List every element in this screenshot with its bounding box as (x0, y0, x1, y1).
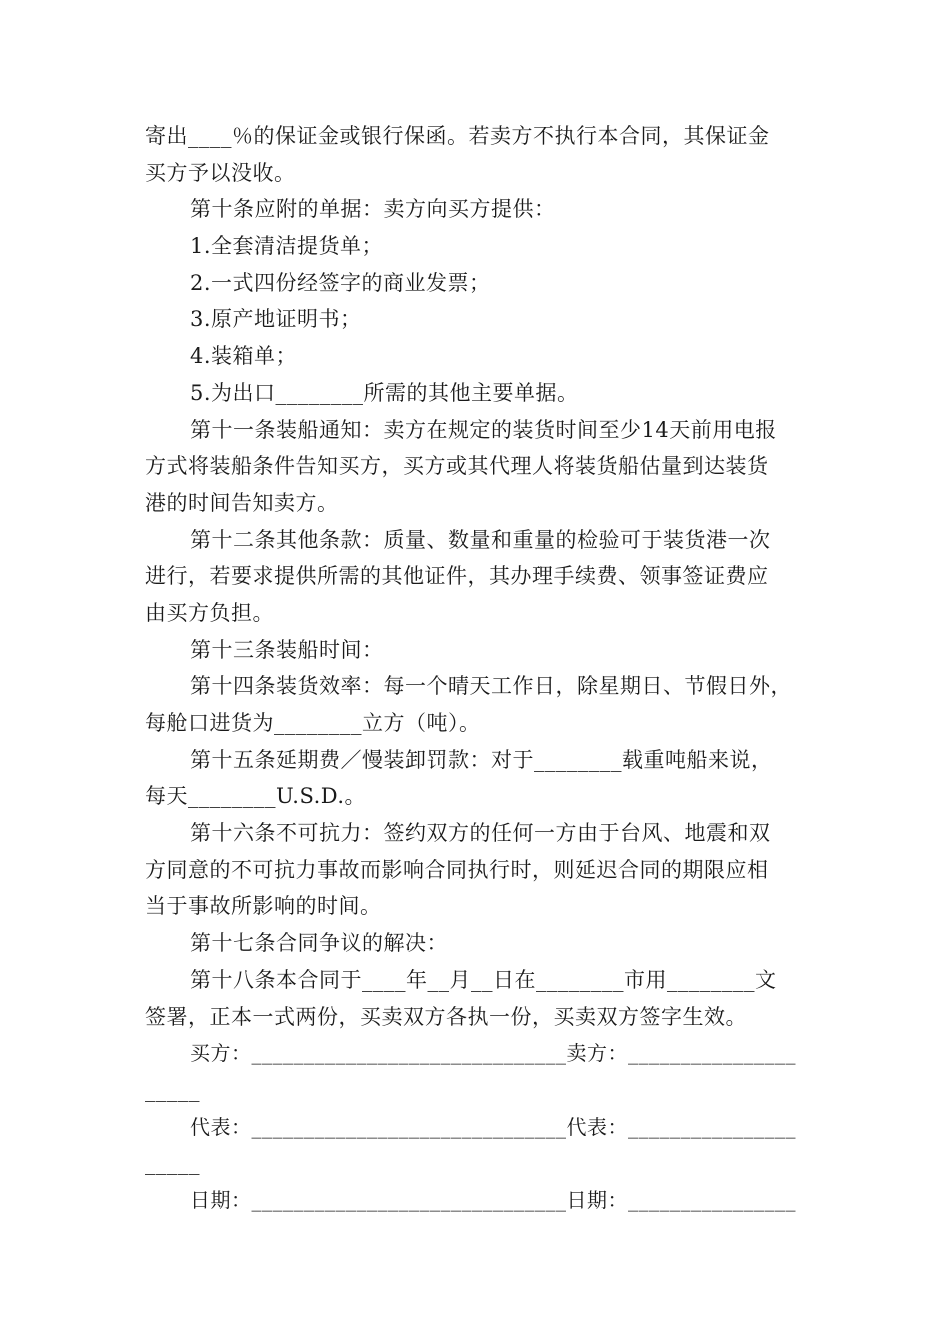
list-item: 2.一式四份经签字的商业发票； (190, 270, 491, 295)
list-item: 3.原产地证明书； (190, 307, 362, 332)
paragraph-line: 进行，若要求提供所需的其他证件，其办理手续费、领事签证费应 (145, 564, 769, 589)
article-13-line: 第十三条装船时间： (190, 637, 384, 662)
paragraph-line: 每天________U.S.D.。 (145, 784, 367, 809)
signature-representative: 代表：______________________________代表：________________ (190, 1114, 796, 1139)
article-14-line: 第十四条装货效率：每一个晴天工作日，除星期日、节假日外， (190, 674, 792, 699)
paragraph-line: 签署，正本一式两份，买卖双方各执一份，买卖双方签字生效。 (145, 1004, 747, 1029)
article-10-heading: 第十条应附的单据：卖方向买方提供： (190, 197, 556, 222)
paragraph-line: 方式将装船条件告知买方，买方或其代理人将装货船估量到达装货 (145, 454, 769, 479)
signature-continuation: _____ (145, 1151, 200, 1176)
article-16-line: 第十六条不可抗力：签约双方的任何一方由于台风、地震和双 (190, 821, 771, 846)
paragraph-line: 当于事故所影响的时间。 (145, 894, 382, 919)
article-17-line: 第十七条合同争议的解决： (190, 931, 448, 956)
signature-date: 日期：______________________________日期：________________ (190, 1187, 796, 1212)
article-18-line: 第十八条本合同于____年__月__日在________市用________文 (190, 967, 777, 992)
paragraph-line: 港的时间告知卖方。 (145, 490, 339, 515)
article-12-line: 第十二条其他条款：质量、数量和重量的检验可于装货港一次 (190, 527, 771, 552)
article-11-line: 第十一条装船通知：卖方在规定的装货时间至少14天前用电报 (190, 417, 777, 442)
list-item: 5.为出口________所需的其他主要单据。 (190, 380, 579, 405)
list-item: 1.全套清洁提货单； (190, 234, 384, 259)
paragraph-line: 方同意的不可抗力事故而影响合同执行时，则延迟合同的期限应相 (145, 857, 769, 882)
signature-buyer-seller: 买方：______________________________卖方：________________ (190, 1041, 796, 1066)
paragraph-line: 由买方负担。 (145, 600, 274, 625)
list-item: 4.装箱单； (190, 344, 298, 369)
paragraph-line: 每舱口进货为________立方（吨）。 (145, 711, 481, 735)
paragraph-line: 买方予以没收。 (145, 160, 296, 185)
signature-continuation: _____ (145, 1077, 200, 1102)
contract-text (145, 118, 809, 1219)
paragraph-line: 寄出____％的保证金或银行保函。若卖方不执行本合同，其保证金 (145, 124, 770, 148)
article-15-line: 第十五条延期费／慢装卸罚款：对于________载重吨船来说， (190, 747, 773, 772)
